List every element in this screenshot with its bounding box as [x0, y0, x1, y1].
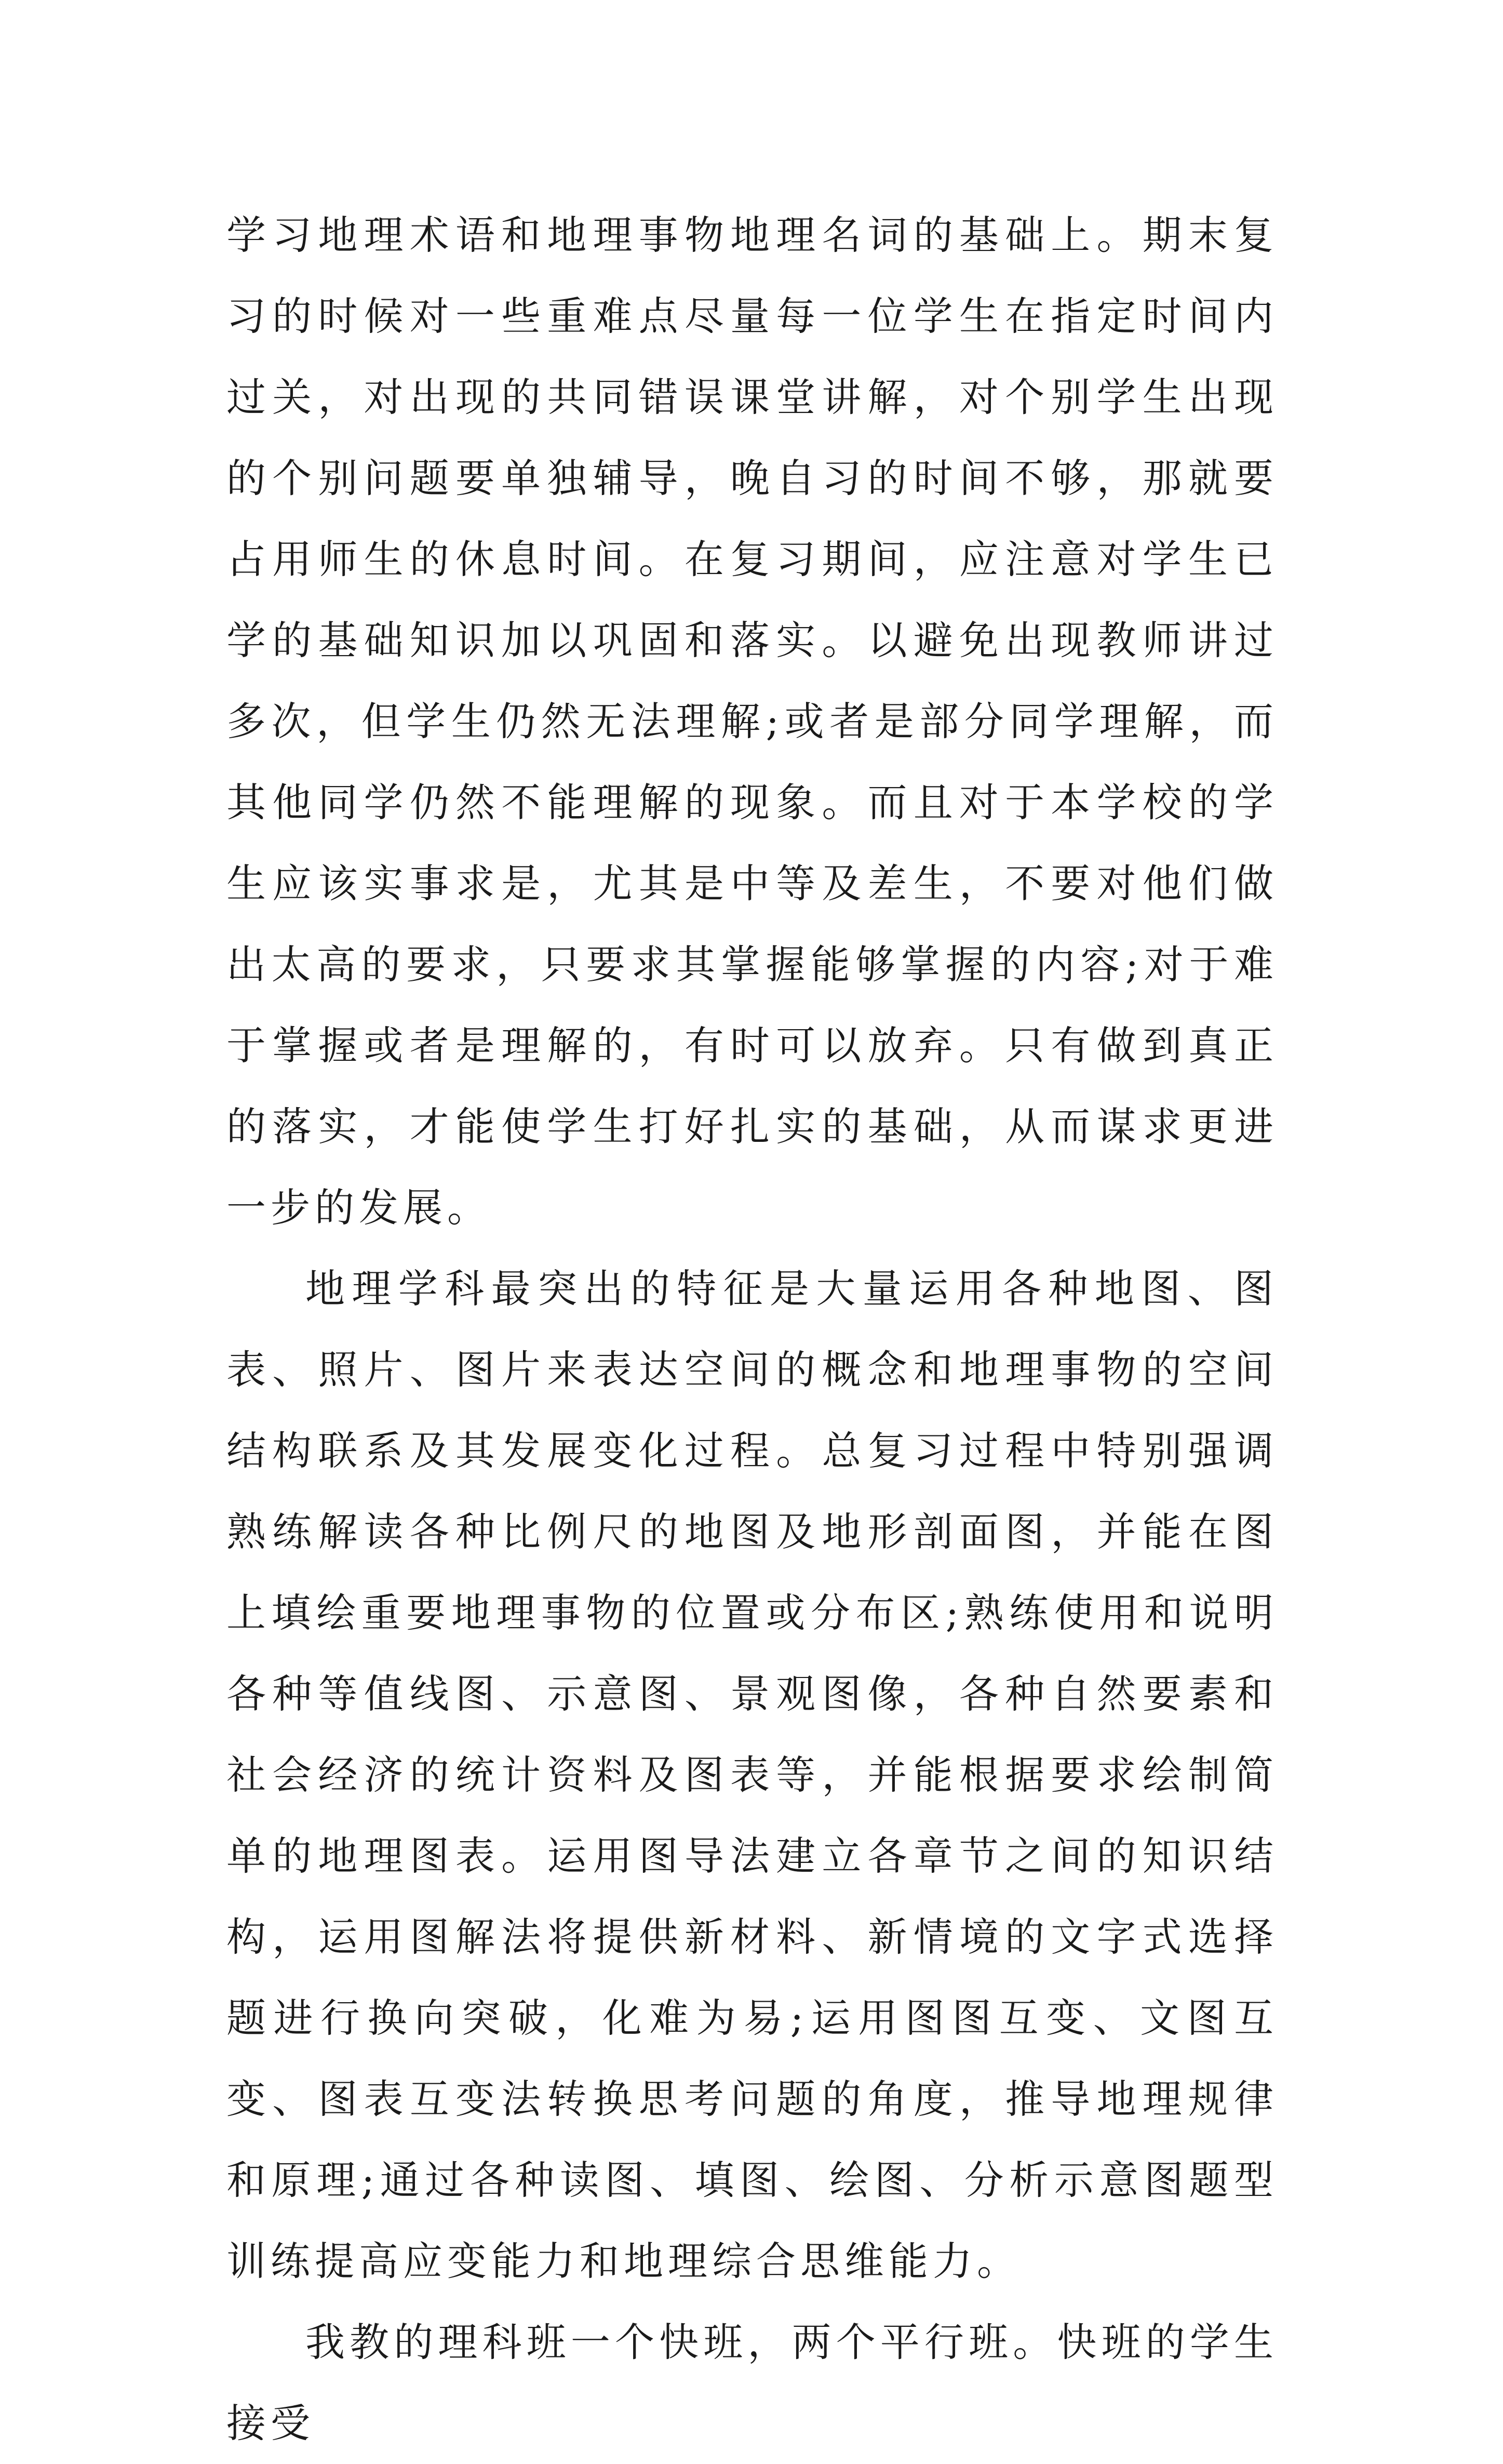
body-text	[226, 195, 1278, 2464]
paragraph-1: 学习地理术语和地理事物地理名词的基础上。期末复习的时候对一些重难点尽量每一位学生在指定时间内过关，对出现的共同错误课堂讲解，对个别学生出现的个别问题要单独辅导，晚自习的时间不够，那就要占用师生的休息时间。在复习期间，应注意对学生已学的基础知识加以巩固和落实。以避免出现教师讲过多次，但学生仍然无法理解;或者是部分同学理解，而其他同学仍然不能理解的现象。而且对于本学校的学生应该实事求是，尤其是中等及差生，不要对他们做出太高的要求，只要求其掌握能够掌握的内容;对于难于掌握或者是理解的，有时可以放弃。只有做到真正的落实，才能使学生打好扎实的基础，从而谋求更进一步的发展。	[226, 212, 1278, 1231]
paragraph-3: 我教的理科班一个快班，两个平行班。快班的学生接受	[226, 2319, 1278, 2446]
paragraph-2: 地理学科最突出的特征是大量运用各种地图、图表、照片、图片来表达空间的概念和地理事物的空间结构联系及其发展变化过程。总复习过程中特别强调熟练解读各种比例尺的地图及地形剖面图，并能在图上填绘重要地理事物的位置或分布区;熟练使用和说明各种等值线图、示意图、景观图像，各种自然要素和社会经济的统计资料及图表等，并能根据要求绘制简单的地理图表。运用图导法建立各章节之间的知识结构，运用图解法将提供新材料、新情境的文字式选择题进行换向突破，化难为易;运用图图互变、文图互变、图表互变法转换思考问题的角度，推导地理规律和原理;通过各种读图、填图、绘图、分析示意图题型训练提高应变能力和地理综合思维能力。	[226, 1266, 1278, 2284]
